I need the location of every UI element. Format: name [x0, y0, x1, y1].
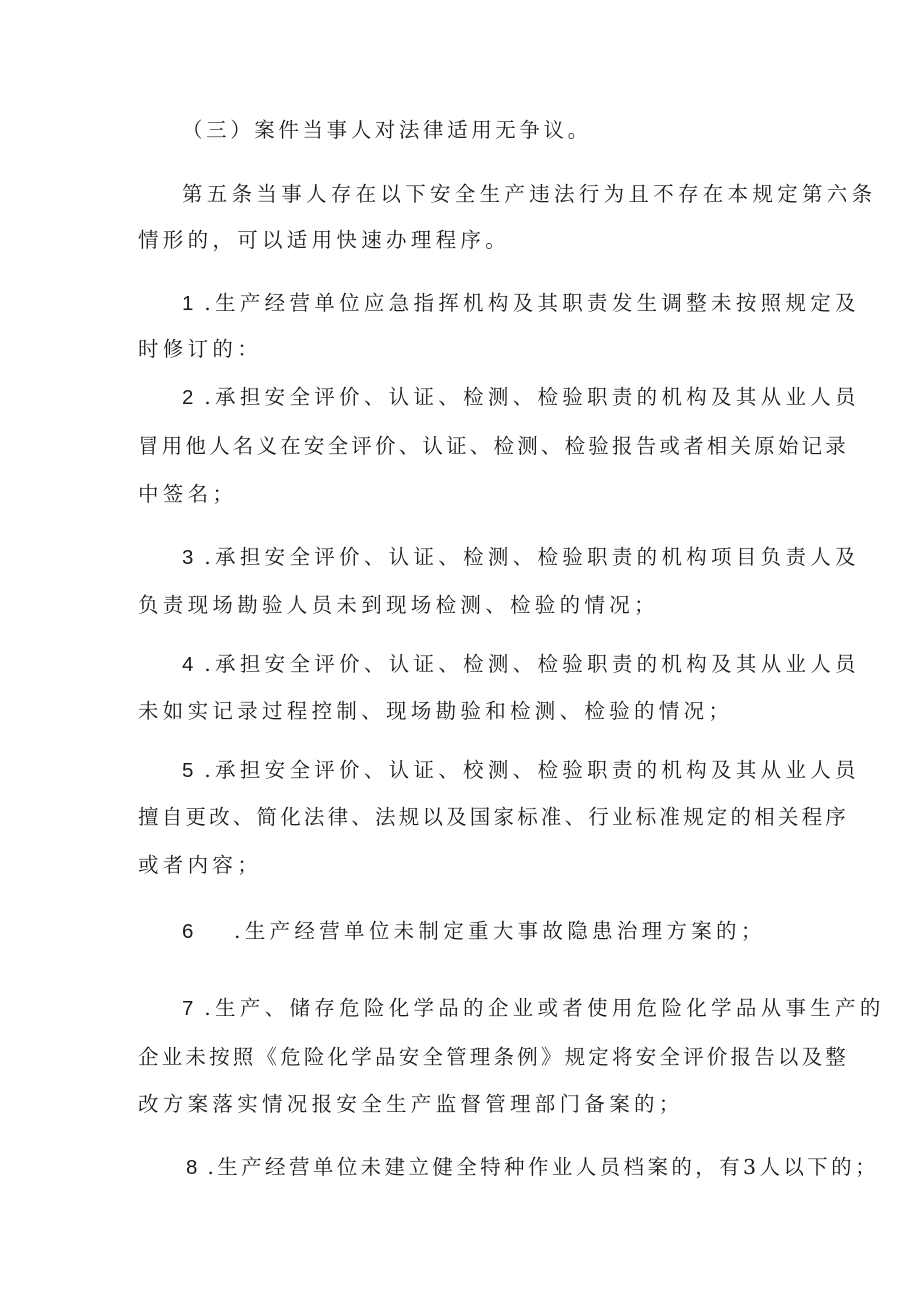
item-5-line-2: 擅自更改、简化法律、法规以及国家标准、行业标准规定的相关程序 [138, 805, 849, 829]
item-1-number: 1 [182, 292, 194, 315]
item-8-text: .生产经营单位未建立健全特种作业人员档案的，有3人以下的； [207, 1155, 879, 1179]
item-7-text: .生产、储存危险化学品的企业或者使用危险化学品从事生产的 [204, 996, 885, 1020]
item-4-line-1 [182, 650, 860, 679]
item-4-line-2: 未如实记录过程控制、现场勘验和检测、检验的情况； [138, 699, 734, 723]
item-1-line-1 [182, 289, 860, 318]
item-5-number: 5 [182, 759, 194, 782]
item-7-number: 7 [182, 997, 194, 1020]
item-6-text: .生产经营单位未制定重大事故隐患治理方案的； [234, 919, 766, 943]
item-1-line-2: 时修订的： [138, 337, 262, 361]
item-7-line-3: 改方案落实情况报安全生产监督管理部门备案的； [138, 1092, 684, 1116]
item-1-text: .生产经营单位应急指挥机构及其职责发生调整未按照规定及 [204, 291, 860, 315]
item-8-line-1 [186, 1153, 879, 1182]
item-2-text: .承担安全评价、认证、检测、检验职责的机构及其从业人员 [204, 385, 860, 409]
item-5-line-1 [182, 756, 860, 785]
item-6-line-1 [182, 917, 766, 946]
item-2-line-3: 中签名； [138, 482, 238, 506]
item-2-line-1 [182, 383, 860, 412]
item-7-line-1 [182, 994, 885, 1023]
item-4-text: .承担安全评价、认证、检测、检验职责的机构及其从业人员 [204, 652, 860, 676]
item-7-line-2: 企业未按照《危险化学品安全管理条例》规定将安全评价报告以及整 [138, 1045, 849, 1069]
item-2-number: 2 [182, 386, 194, 409]
item-3-line-2: 负责现场勘验人员未到现场检测、检验的情况； [138, 593, 659, 617]
item-5-line-3: 或者内容； [138, 853, 262, 877]
item-3-text: .承担安全评价、认证、检测、检验职责的机构项目负责人及 [204, 545, 860, 569]
item-2-line-2: 冒用他人名义在安全评价、认证、检测、检验报告或者相关原始记录 [138, 434, 849, 458]
clause-3-text: （三）案件当事人对法律适用无争议。 [182, 118, 592, 142]
article-5-line-2: 情形的，可以适用快速办理程序。 [138, 228, 510, 252]
item-3-number: 3 [182, 546, 194, 569]
article-5-line-1: 第五条当事人存在以下安全生产违法行为且不存在本规定第六条 [182, 182, 877, 206]
item-5-text: .承担安全评价、认证、校测、检验职责的机构及其从业人员 [204, 758, 860, 782]
item-6-number: 6 [182, 920, 194, 943]
item-3-line-1 [182, 543, 860, 572]
item-4-number: 4 [182, 653, 194, 676]
item-8-number: 8 [186, 1156, 198, 1179]
